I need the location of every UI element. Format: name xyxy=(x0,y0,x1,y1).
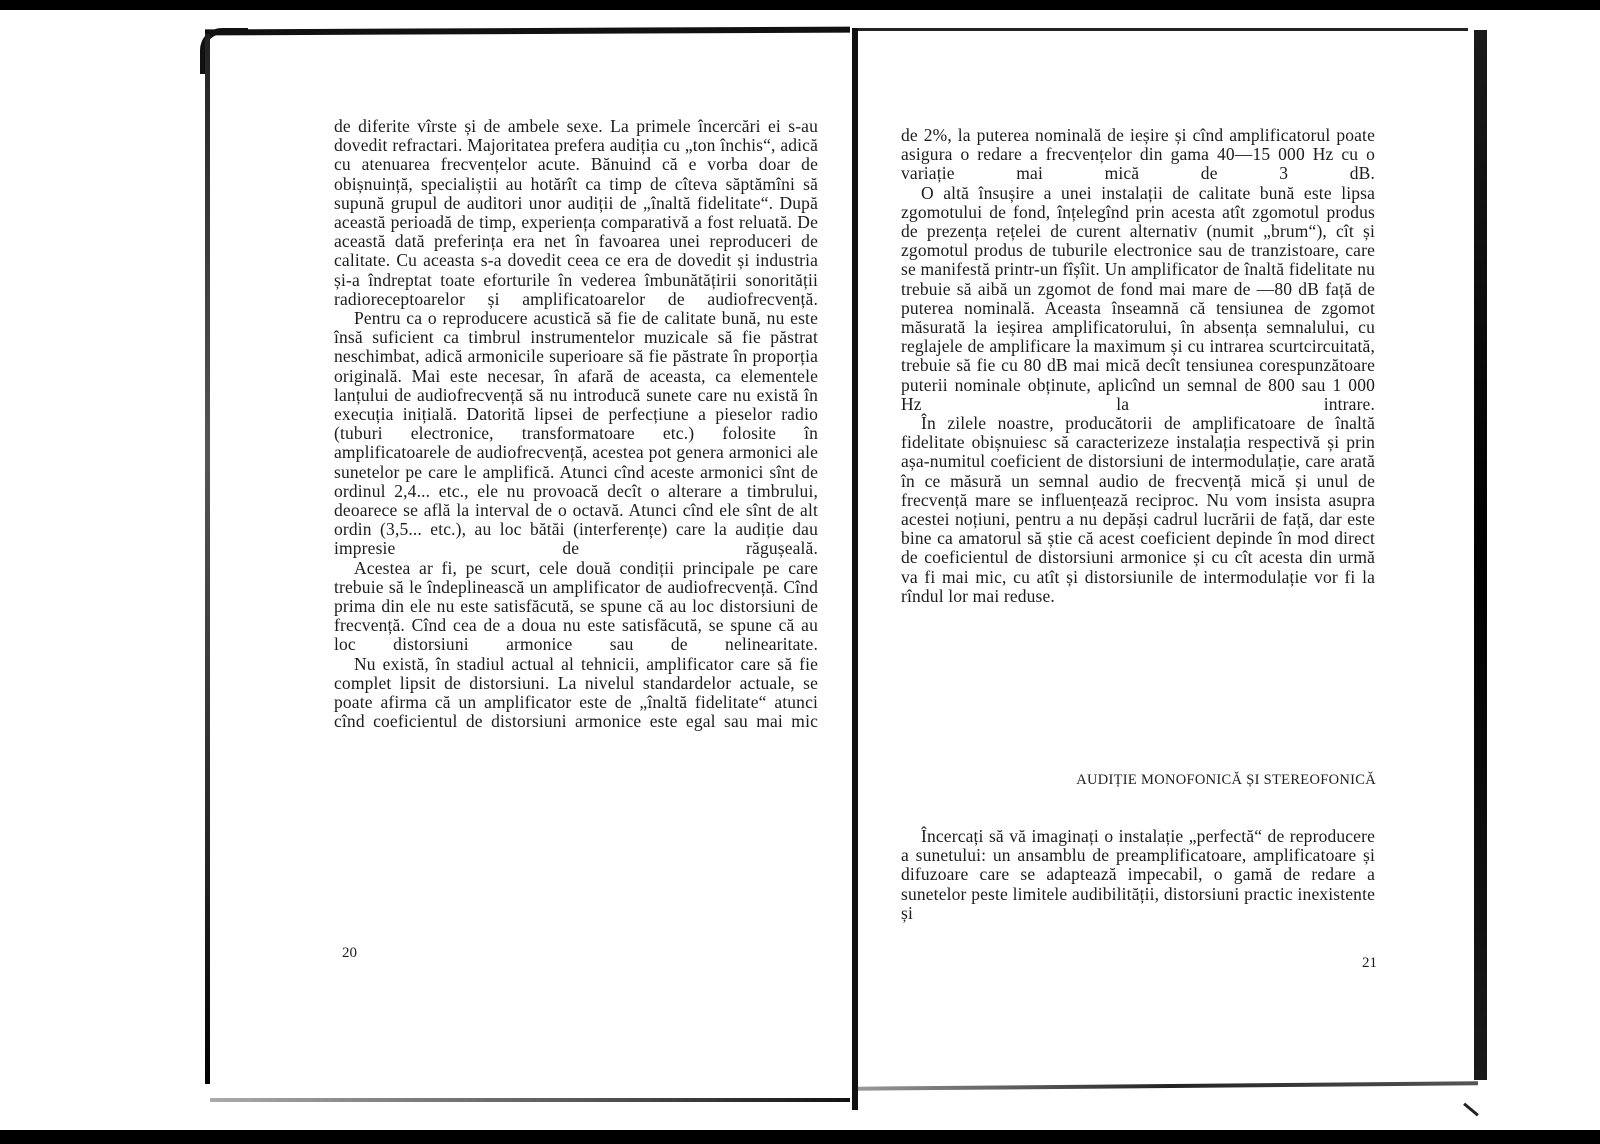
paragraph: Încercați să vă imaginați o instalație „perfectă“ de reproducere a sunetului: un ansamblu de preamplificatoare, amplificatoare și difuzoare care se adaptează impecabil, o gamă de redare a sunetelor peste limitele audibilității, distorsiuni practic inexistente și xyxy=(901,826,1375,923)
scan-scratch xyxy=(1463,1103,1479,1117)
section-heading: AUDIȚIE MONOFONICĂ ȘI STEREOFONICĂ xyxy=(1076,772,1376,788)
paragraph: de diferite vîrste și de ambele sexe. La primele încercări ei s-au dovedit refractari. Majoritatea prefera audiția cu „ton închis“, adică cu atenuarea frecvențelor acute. Bănuind că e vorba doar de obișnuință, specialiștii au hotărît ca timp de cîteva săptămîni să supună grupul de auditori unor audiții de „înaltă fidelitate“. După această perioadă de timp, experiența comparativă a fost reluată. De această dată preferința era net în favoarea unei reproduceri de calitate. Cu aceasta s-a dovedit ceea ce era de dovedit și industria și-a îndreptat toate eforturile în vederea îmbunătățirii sonorității radioreceptoarelor și amplificatoarelor de audiofrecvență. xyxy=(334,116,818,309)
paragraph: Nu există, în stadiul actual al tehnicii, amplificator care să fie complet lipsit de distorsiuni. La nivelul standardelor actuale, se poate afirma că un amplificator este de „înaltă fidelitate“ atunci cînd coeficientul de distorsiuni armonice este egal sau mai mic xyxy=(334,653,818,732)
right-page-bottom-edge xyxy=(858,1081,1478,1090)
page-number-right: 21 xyxy=(1362,955,1377,971)
right-page-side-edge xyxy=(1474,30,1487,1080)
right-page-body xyxy=(901,126,1375,606)
page-number-left: 20 xyxy=(342,945,357,961)
paragraph: Pentru ca o reproducere acustică să fie de calitate bună, nu este însă suficient ca timbrul instrumentelor muzicale să fie păstrat neschimbat, adică armonicile superioare să fie păstrate în proporția originală. Mai este necesar, în afară de aceasta, ca elementele lanțului de audiofrecvență să nu introducă sunete care nu există în execuția inițială. Datorită lipsei de perfecțiune a pieselor radio (tuburi electronice, transformatoare etc.) folosite în amplificatoarele de audiofrecvență, acestea pot genera armonici ale sunetelor pe care le amplifică. Atunci cînd aceste armonici sînt de ordinul 2,4... etc., ele nu provoacă decît o alterare a timbrului, deoarece se află la interval de o octavă. Atunci cînd ele sînt de alt ordin (3,5... etc.), au loc bătăi (interferențe) care la audiție dau impresie de răgușeală. xyxy=(334,308,818,559)
scan-border-top xyxy=(0,0,1600,10)
paragraph: În zilele noastre, producătorii de amplificatoare de înaltă fidelitate obișnuiesc să caracterizeze instalația respectivă și prin așa-numitul coeficient de distorsiuni de intermodulație, care arată în ce măsură un semnal audio de frecvență mică și unul de frecvență mare se influențează reciproc. Nu vom insista asupra acestei noțiuni, pentru a nu depăși cadrul lucrării de față, dar este bine ca amatorul să știe că acest coeficient depinde în mod direct de coeficientul de distorsiuni armonice și cu cît acesta din urmă va fi mai mic, cu atît și distorsiunile de intermodulație vor fi la rîndul lor mai reduse. xyxy=(901,413,1375,606)
paragraph: Acestea ar fi, pe scurt, cele două condiții principale pe care trebuie să le îndeplinească un amplificator de audiofrecvență. Cînd prima din ele nu este satisfăcută, se spune că au loc distorsiuni de frecvență. Cînd cea de a doua nu este satisfăcută, se spune că au loc distorsiuni armonice sau de nelinearitate. xyxy=(334,557,818,655)
left-page-body xyxy=(334,117,818,732)
book-spine xyxy=(852,28,858,1110)
left-page-side-edge xyxy=(205,34,210,1084)
paragraph: de 2%, la puterea nominală de ieșire și cînd amplificatorul poate asigura o redare a frecvențelor din gama 40—15 000 Hz cu o variație mai mică de 3 dB. xyxy=(901,125,1375,184)
paragraph: O altă însușire a unei instalații de calitate bună este lipsa zgomotului de fond, înțelegînd prin acesta atît zgomotul produs de prezența rețelei de curent alternativ (numit „brum“), cît și zgomotul produs de tuburile electronice sau de tranzistoare, care se manifestă printr-un fîșîit. Un amplificator de înaltă fidelitate nu trebuie să aibă un zgomot de fond mai mare de —80 dB față de puterea nominală. Aceasta înseamnă că tensiunea de zgomot măsurată la ieșirea amplificatorului, în absența semnalului, cu reglajele de amplificare la maximum și cu intrarea scurtcircuitată, trebuie să fie cu 80 dB mai mică decît tensiunea corespunzătoare puterii nominale obținute, aplicînd un semnal de 800 sau 1 000 Hz la intrare. xyxy=(901,182,1375,414)
right-page-top-edge xyxy=(858,28,1468,31)
left-page-bottom-edge xyxy=(210,1098,850,1102)
right-page-section-body xyxy=(901,827,1375,923)
left-page-top-edge xyxy=(205,27,850,36)
scan-border-bottom xyxy=(0,1130,1600,1144)
